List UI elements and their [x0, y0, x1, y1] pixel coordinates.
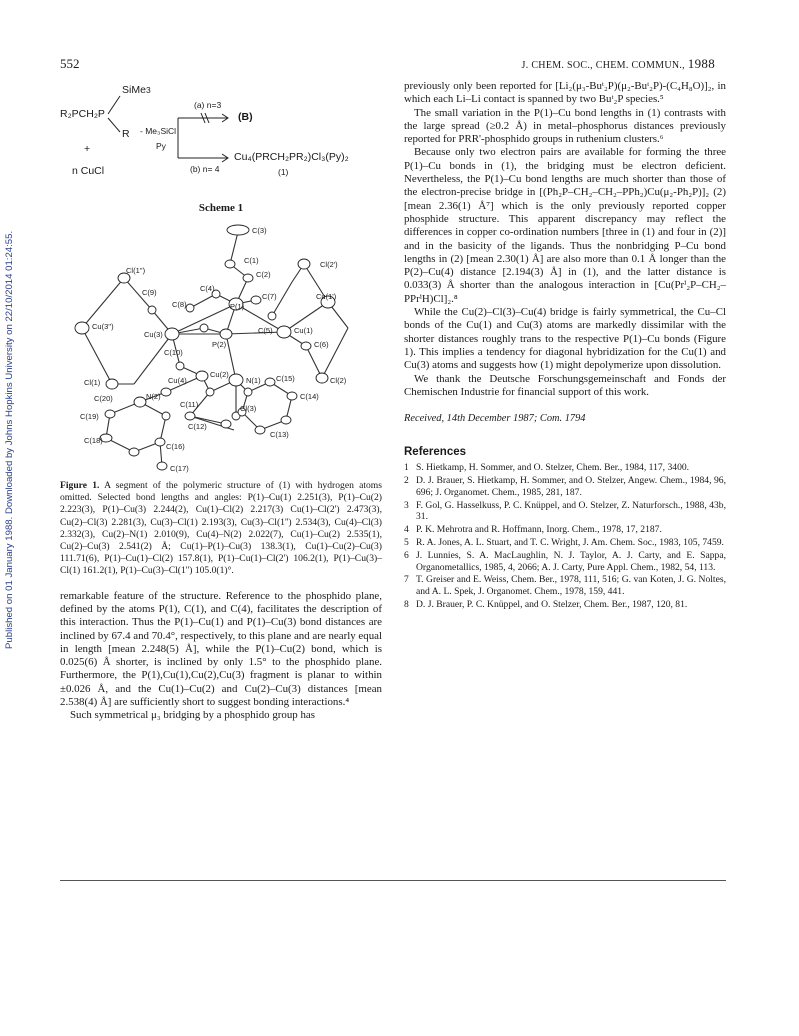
reference-item [404, 550, 726, 574]
reference-item [404, 524, 726, 536]
condition-a: (a) n=3 [194, 100, 222, 110]
atom-label: C(10) [164, 348, 183, 357]
figure-caption [60, 480, 382, 578]
atom-label: Cl(2) [330, 376, 347, 385]
figure-label: Figure 1. [60, 480, 100, 491]
atom-label: Cu(4) [168, 376, 187, 385]
bottom-rule [60, 880, 726, 881]
reference-text: D. J. Brauer, S. Hietkamp, H. Sommer, and O. Stelzer, Angew. Chem., 1984, 96, 696; J. Organomet. Chem., 1985, 281, 187. [416, 474, 726, 498]
paragraph: Because only two electron pairs are available for forming the three P(1)–Cu bonds in (1), the bridging must be electron deficient. Nevertheless, the P(1)–Cu bond lengths are much shorter than those of the electron-precise bridge in [(Ph₂P–CH₂–CH₂–PPh₂)Cu(μ₂-Ph₂P)]₂ (2) [mean 2.36(1) Å⁷] which is the only previously reported copper phosphide structure. This apparent discrepancy may reflect the differences in copper co-ordination numbers [three in (1) and four in (2)] and in the basicity of the ligands. Thus the nonbridging P–Cu bond lengths in (2) [mean 2.30(1) Å] are also more than 0.1 Å longer than the P(2)–Cu(4) distance [2.194(3) Å] in (1), and the latter distance is 0.033(3) Å shorter than the analogous interaction in [Cu(Prⁱ₂P–CH₂–PPrⁱH)Cl]₂.⁸ [404, 146, 726, 305]
reference-item [404, 462, 726, 474]
reference-number: 2 [404, 474, 409, 486]
journal-name: J. CHEM. SOC., CHEM. COMMUN., [521, 60, 685, 71]
atom-label: P(2) [212, 340, 227, 349]
publication-notice: Published on 01 January 1988. Downloaded by Johns Hopkins University on 22/10/2014 01:24:55. [4, 230, 15, 650]
reference-item [404, 599, 726, 611]
atom-label: C(1) [244, 256, 259, 265]
sime3-group: SiMe3 [122, 84, 151, 96]
reference-text: R. A. Jones, A. L. Stuart, and T. C. Wright, J. Am. Chem. Soc., 1983, 105, 7459. [416, 536, 724, 548]
atom-label: C(14) [300, 392, 319, 401]
references-list [404, 462, 726, 611]
atom-label: C(2) [256, 270, 271, 279]
product-1-label: (1) [278, 167, 289, 177]
copper-chloride: n CuCl [72, 165, 105, 177]
plus-sign: + [84, 143, 91, 155]
atom-label: C(5) [258, 326, 273, 335]
pyridine-label: Py [156, 141, 166, 151]
product-1: Cu₄(PRCH₂PR₂)Cl₃(Py)₂ [234, 151, 349, 163]
atom-label: C(11) [180, 400, 199, 409]
figure-caption-text: A segment of the polymeric structure of (1) with hydrogen atoms omitted. Selected bond lengths and angles: P(1)–Cu(1) 2.251(3), P(1)–Cu(2) 2.223(3), P(1)–Cu(3) 2.244(2), Cu(1)–Cl(2) 2.217(3) Cu(1)–Cl(2') 2.473(3), Cu(2)–Cl(3) 2.281(3), Cu(3)–Cl(1) 2.193(3), Cu(3)–Cl(1'') 2.534(3), Cu(4)–Cl(3) 2.332(3), Cu(2)–N(1) 2.010(9), Cu(4)–N(2) 2.022(7), Cu(1)–Cu(2) 2.535(1), Cu(2)–Cu(3) 2.541(2) Å; Cu(1)–P(1)–Cu(3) 138.3(1), Cu(1)–Cu(2)–Cu(3) 111.71(6), P(1)–Cu(1)–Cl(2) 157.8(1), P(1)–Cu(1)–Cl(2') 106.2(1), P(1)–Cu(3)–Cl(1) 161.2(1), P(1)–Cu(3)–Cl(1'') 105.0(1)°. [60, 480, 382, 577]
atom-label: Cl(3) [240, 404, 257, 413]
atom-label: C(3) [252, 226, 267, 235]
phosphine-reagent: R₂PCH₂P [60, 108, 105, 120]
atom-label: N(1) [246, 376, 261, 385]
atom-label: C(17) [170, 464, 189, 473]
reference-item [404, 500, 726, 524]
reference-text: P. K. Mehrotra and R. Hoffmann, Inorg. Chem., 1978, 17, 2187. [416, 524, 662, 536]
paragraph: While the Cu(2)–Cl(3)–Cu(4) bridge is fairly symmetrical, the Cu–Cl bonds of the Cu(1) and Cu(3) atoms are markedly dissimilar with the shorter distances roughly trans to the respective P(1)–Cu bonds (Figure 1). This implies a tendency for diagonal hybridization for the Cu(1) and Cu(3) atoms and suggests how (1) might depolymerize upon dissolution. [404, 306, 726, 372]
r-group: R [122, 128, 130, 140]
atom-label: Cu(1') [316, 292, 337, 301]
right-column [404, 80, 726, 612]
reference-number: 5 [404, 536, 409, 548]
atom-label: N(2) [146, 392, 161, 401]
atom-label: Cu(2) [210, 370, 229, 379]
reference-text: S. Hietkamp, H. Sommer, and O. Stelzer, Chem. Ber., 1984, 117, 3400. [416, 462, 690, 474]
condition-b: (b) n= 4 [190, 164, 220, 174]
journal-year: 1988 [687, 56, 715, 71]
left-body-text [60, 590, 382, 723]
atom-label: C(16) [166, 442, 185, 451]
reference-item [404, 475, 726, 499]
left-column [60, 80, 382, 723]
atom-label: Cl(2') [320, 260, 338, 269]
atom-label: C(12) [188, 422, 207, 431]
reference-item [404, 537, 726, 549]
atom-label: P(1) [230, 302, 245, 311]
references-heading: References [404, 446, 467, 459]
scheme-arrows [60, 80, 382, 198]
atom-label: Cu(3) [144, 330, 163, 339]
paragraph: previously only been reported for [Li₂(μ₃-Buᵗ₂P)(μ₂-Buᵗ₂P)-(C₄H₈O)]₂, in which each Li–Li contact is spanned by two Buᵗ₂P species.⁵ [404, 80, 726, 106]
atom-label: C(8) [172, 300, 187, 309]
product-b: (B) [238, 111, 253, 123]
reaction-scheme [60, 80, 382, 198]
journal-header [522, 56, 715, 72]
reference-text: D. J. Brauer, P. C. Knüppel, and O. Stelzer, Chem. Ber., 1987, 120, 81. [416, 598, 688, 610]
crystal-structure-figure [60, 216, 382, 476]
reference-text: T. Greiser and E. Weiss, Chem. Ber., 1978, 111, 516; G. van Koten, J. G. Noltes, and A. L. Spek, J. Organomet. Chem., 1978, 159, 441. [416, 574, 726, 598]
atom-label: C(13) [270, 430, 289, 439]
atom-label: Cl(1'') [126, 266, 146, 275]
atom-label: C(6) [314, 340, 329, 349]
atom-label: Cu(1) [294, 326, 313, 335]
paragraph: The small variation in the P(1)–Cu bond lengths in (1) contrasts with the large spread (≥0.2 Å) in metal–phosphorus distances previously reported for PRR'-phosphido groups in ruthenium clusters.⁶ [404, 106, 726, 146]
reference-text: F. Gol, G. Hasselkuss, P. C. Knüppel, and O. Stelzer, Z. Naturforsch., 1988, 43b, 31. [416, 499, 726, 523]
byproduct-label: - Me₃SiCl [140, 126, 177, 136]
atom-label: C(4) [200, 284, 215, 293]
paragraph: Such symmetrical μ₃ bridging by a phosphido group has [70, 709, 315, 722]
reference-number: 3 [404, 499, 409, 511]
paragraph: We thank the Deutsche Forschungsgemeinschaft and Fonds der Chemischen Industrie for financial support of this work. [404, 372, 726, 398]
scheme-caption: Scheme 1 [198, 202, 244, 214]
received-line: Received, 14th December 1987; Com. 1794 [404, 413, 586, 425]
reference-text: J. Lunnies, S. A. MacLaughlin, N. J. Taylor, A. J. Carty, and E. Sappa, Organometallics, 1985, 4, 2066; A. J. Carty, Pure Appl. Chem., 1982, 54, 113. [416, 549, 726, 573]
atom-label: C(19) [80, 412, 99, 421]
paragraph: remarkable feature of the structure. Reference to the phosphido plane, defined by the atoms P(1), C(1), and C(4), facilitates the description of this interaction. Thus the P(1)–Cu(1) and P(1)–Cu(3) bond distances are inclined by 67.4 and 70.4°, respectively, to this plane and are nearly equal in length [mean 2.248(5) Å], while the P(1)–Cu(2) bond, which is 0.025(6) Å shorter, is inclined by only 1.5° to the phosphido plane. Furthermore, the P(1),Cu(1),Cu(2),Cu(3) fragment is planar to within ±0.026 Å, and the Cu(1)–Cu(2) and Cu(2)–Cu(3) distances [mean 2.538(4) Å] are sufficiently short to suggest bonding interactions.⁴ [60, 589, 382, 708]
atom-label: C(9) [142, 288, 157, 297]
atom-label: C(15) [276, 374, 295, 383]
reference-number: 4 [404, 524, 409, 536]
reference-number: 8 [404, 598, 409, 610]
atom-label: C(20) [94, 394, 113, 403]
atom-label: C(18) [84, 436, 103, 445]
right-body-text [404, 80, 726, 399]
reference-number: 6 [404, 549, 409, 561]
reference-number: 1 [404, 462, 409, 474]
reference-number: 7 [404, 574, 409, 586]
atom-label: Cl(1) [84, 378, 101, 387]
atom-label: C(7) [262, 292, 277, 301]
reference-item [404, 574, 726, 598]
page-number: 552 [60, 56, 80, 71]
atom-label: Cu(3'') [92, 322, 114, 331]
